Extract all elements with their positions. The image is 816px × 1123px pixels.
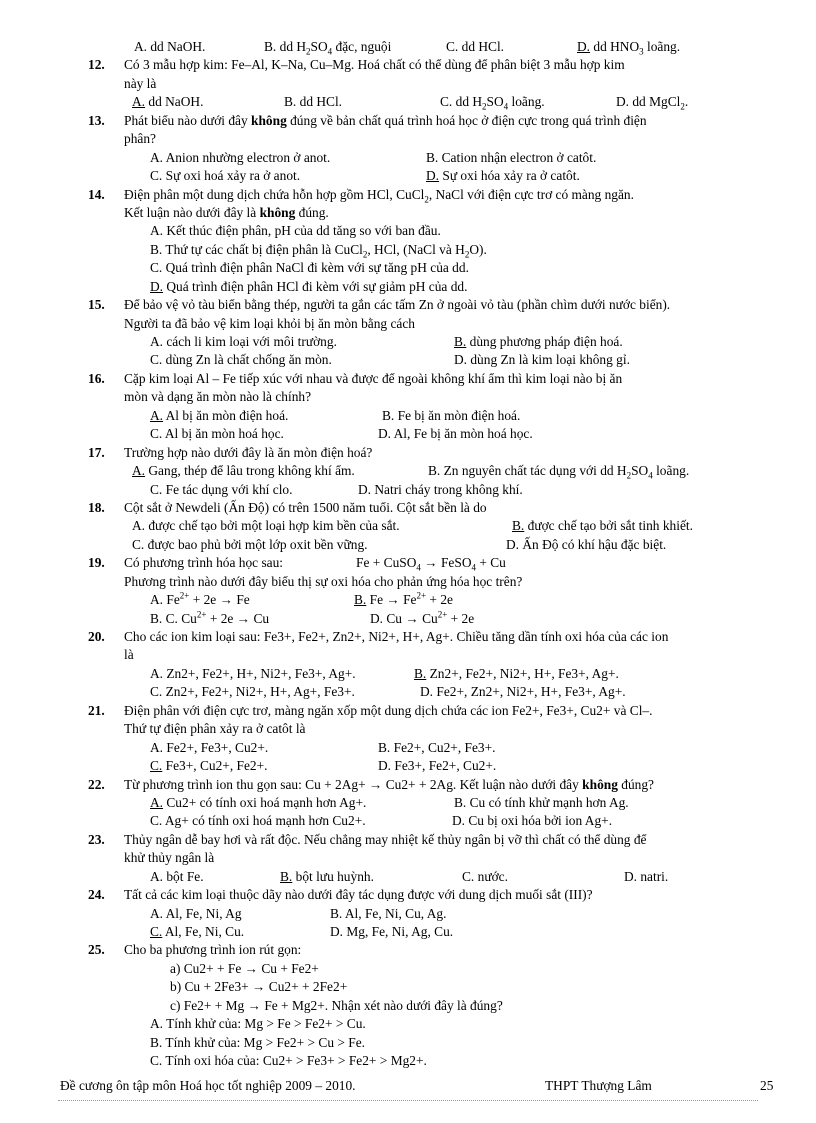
q15-number: 15. [88, 297, 105, 313]
q18-stem [88, 499, 770, 517]
q16-option-a: A. Al bị ăn mòn điện hoá. [150, 407, 289, 423]
q22-option-c: C. Ag+ có tính oxi hoá mạnh hơn Cu2+. [150, 813, 366, 829]
q21-text: Điện phân với điện cực trơ, màng ngăn xốp một dung dịch chứa các ion Fe2+, Fe3+, Cu2+ và Cl–. [124, 702, 653, 718]
q17-stem [88, 444, 770, 462]
q23-text-cont: khử thủy ngân là [124, 850, 215, 866]
q25-option-c-line [96, 1052, 770, 1070]
q24-option-d: D. Mg, Fe, Ni, Ag, Cu. [330, 924, 454, 939]
q12-option-a: A. dd NaOH. [132, 94, 204, 110]
q15-option-a: A. cách li kim loại với môi trường. [150, 334, 337, 349]
q21-stem [88, 702, 770, 720]
q23-options [96, 868, 770, 886]
q24-options-1 [96, 905, 770, 923]
q13-emphasis: không [251, 112, 287, 128]
q24-option-c: C. Al, Fe, Ni, Cu. [150, 924, 245, 939]
q14-option-d-line [96, 278, 770, 296]
q13-text-tail: đúng về bản chất quá trình hoá học ở điện cực trong quá trình điện [286, 112, 647, 128]
q21-option-c: C. Fe3+, Cu2+, Fe2+. [150, 758, 268, 774]
q15-option-c: C. dùng Zn là chất chống ăn mòn. [150, 352, 332, 368]
page-footer [0, 1078, 816, 1100]
q22-stem: 22. Từ phương trình ion thu gọn sau: Cu + 2Ag+ → Cu2+ + 2Ag. Kết luận nào dưới đây không đúng? [96, 776, 770, 794]
q13-stem-cont [96, 130, 770, 148]
q21-stem-cont [96, 720, 770, 738]
q23-text: Thủy ngân dễ bay hơi và rất độc. Nếu chẳng may nhiệt kế thủy ngân bị vỡ thì chất có thể dùng để [124, 831, 647, 847]
q20-number: 20. [88, 629, 105, 644]
q23-number: 23. [88, 831, 105, 847]
footer-rule [58, 1100, 758, 1101]
q17-text: Trường hợp nào dưới đây là ăn mòn điện hoá? [124, 444, 373, 460]
q14-emphasis: không [259, 204, 296, 220]
q13-text: Phát biểu nào dưới đây [124, 112, 252, 128]
q24-text: Tất cả các kim loại thuộc dãy nào dưới đây tác dụng được với dung dịch muối sắt (III)? [124, 887, 593, 903]
q11-option-d: D. dd $HNO_3$ loãng. [577, 39, 681, 57]
q22-option-a: A. Cu2+ có tính oxi hoá mạnh hơn Ag+. [150, 794, 367, 810]
q14-stem-cont: Kết luận nào dưới đây là không đúng. [124, 204, 329, 220]
q18-text: Cột sắt ở Newdeli (Ấn Độ) có trên 1500 năm tuổi. Cột sắt bền là do [124, 499, 487, 515]
q13-number: 13. [88, 112, 105, 128]
q17-number: 17. [88, 444, 105, 460]
footer-school: THPT Thượng Lâm [545, 1078, 652, 1093]
q24-option-a: A. Al, Fe, Ni, Ag [150, 905, 242, 921]
q19-option-b: B. $Fe \to Fe^{2+} + 2e$ [354, 590, 453, 608]
q17-option-a: A. Gang, thép để lâu trong không khí ẩm. [132, 463, 355, 479]
q22-options-1 [96, 794, 770, 812]
q21-number: 21. [88, 702, 105, 718]
q25-reaction-a: a) Cu2+ + Fe → Cu + Fe2+ [170, 960, 319, 976]
q18-option-a: A. được chế tạo bởi một loại hợp kim bền của sắt. [132, 518, 400, 534]
document-body [88, 38, 770, 1071]
q15-options-1 [96, 333, 770, 351]
q17-option-b: B. Zn nguyên chất tác dụng với dd $H_2SO_4$ loãng. [428, 463, 690, 481]
q11-option-a: A. dd NaOH. [134, 39, 206, 54]
q12-number: 12. [88, 57, 105, 73]
q22-option-d: D. Cu bị oxi hóa bởi ion Ag+. [452, 813, 613, 829]
q19-text-cont: Phương trình nào dưới đây biểu thị sự oxi hóa cho phản ứng hóa học trên? [124, 573, 523, 589]
q13-option-a: A. Anion nhường electron ở anot. [150, 149, 331, 165]
q25-option-b: B. Tính khử của: Mg > Fe2+ > Cu > Fe. [150, 1034, 366, 1050]
q25-option-b-line [96, 1034, 770, 1052]
q18-number: 18. [88, 499, 105, 515]
q14-stem: 14. Điện phân một dung dịch chứa hỗn hợp gồm HCl, CuCl$_2$, NaCl với điện cực trơ có màng ngăn. [88, 186, 634, 205]
q13-options-2 [96, 167, 770, 185]
q21-text-cont: Thứ tự điện phân xảy ra ở catôt là [124, 721, 306, 737]
q22-number: 22. [88, 776, 105, 792]
q12-option-b: B. dd HCl. [284, 94, 343, 110]
q25-option-a: A. Tính khử của: Mg > Fe > Fe2+ > Cu. [150, 1016, 366, 1032]
q21-option-a: A. Fe2+, Fe3+, Cu2+. [150, 739, 269, 755]
q14-option-c-line [96, 259, 770, 277]
q21-option-d: D. Fe3+, Fe2+, Cu2+. [378, 758, 497, 774]
q20-options-1 [96, 665, 770, 683]
q12-text-cont: này là [124, 75, 157, 91]
q20-option-b: B. Zn2+, Fe2+, Ni2+, H+, Fe3+, Ag+. [414, 665, 619, 681]
q19-number: 19. [88, 555, 105, 571]
q15-text-cont: Người ta đã bảo vệ kim loại khỏi bị ăn mòn bằng cách [124, 315, 416, 331]
q13-option-c: C. Sự oxi hoá xảy ra ở anot. [150, 168, 301, 184]
q19-equation: Fe + CuSO$_4$ → FeSO$_4$ + Cu [356, 555, 506, 573]
q22-options-2 [96, 812, 770, 830]
q14-option-b: B. Thứ tự các chất bị điện phân là CuCl$_2$, HCl, (NaCl và $H_2O$). [150, 241, 487, 260]
q16-text-cont: mòn và dạng ăn mòn nào là chính? [124, 389, 312, 405]
q24-stem [88, 886, 770, 904]
q19-text: Có phương trình hóa học sau: [124, 555, 284, 571]
q25-reaction-c: c) Fe2+ + Mg → Fe + Mg2+. Nhận xét nào dưới đây là đúng? [170, 997, 503, 1013]
q18-options-2 [96, 536, 770, 554]
q20-text-cont: là [124, 647, 134, 663]
q16-options-1 [96, 407, 770, 425]
q24-option-b: B. Al, Fe, Ni, Cu, Ag. [330, 905, 447, 921]
q23-stem-cont [96, 849, 770, 867]
q12-option-c: C. dd $H_2SO_4$ loãng. [440, 94, 545, 112]
q18-option-b: B. được chế tạo bởi sắt tinh khiết. [512, 518, 693, 534]
q16-option-d: D. Al, Fe bị ăn mòn hoá học. [378, 426, 533, 442]
q22-text: Từ phương trình ion thu gọn sau: Cu + 2Ag+ → Cu2+ + 2Ag. Kết luận nào dưới đây [124, 776, 583, 792]
q19-options-2 [96, 610, 770, 628]
q12-options [96, 93, 770, 111]
q14-option-b-line [96, 241, 770, 259]
q15-option-b: B. dùng phương pháp điện hoá. [454, 334, 623, 349]
q14-option-a-line [96, 222, 770, 240]
q23-option-c: C. nước. [462, 868, 508, 884]
q17-option-c: C. Fe tác dụng với khí clo. [150, 481, 293, 497]
q19-stem [88, 554, 770, 573]
q23-option-d: D. natri. [624, 868, 669, 884]
q20-option-d: D. Fe2+, Zn2+, Ni2+, H+, Fe3+, Ag+. [420, 684, 626, 700]
q12-stem [88, 56, 770, 74]
q13-options-1 [96, 149, 770, 167]
q25-option-c: C. Tính oxi hóa của: Cu2+ > Fe3+ > Fe2+ > Mg2+. [150, 1053, 427, 1069]
q14-text: Điện phân một dung dịch chứa hỗn hợp gồm HCl, CuCl [124, 186, 425, 202]
q20-text: Cho các ion kim loại sau: Fe3+, Fe2+, Zn2+, Ni2+, H+, Ag+. Chiều tăng dần tính oxi hóa của các ion [124, 629, 669, 644]
q25-option-a-line [96, 1015, 770, 1033]
q17-options-1 [96, 462, 770, 480]
q11-option-b: B. dd $H_2SO_4$ đặc, nguội [264, 39, 392, 57]
q12-stem-cont [96, 75, 770, 93]
q19-option-d: D. $Cu \to Cu^{2+} + 2e$ [370, 609, 475, 626]
q23-option-a: A. bột Fe. [150, 868, 204, 884]
q14-option-a: A. Kết thúc điện phân, pH của dd tăng so với ban đầu. [150, 223, 441, 239]
q18-option-c: C. được bao phủ bởi một lớp oxit bền vững. [132, 536, 368, 552]
q20-option-c: C. Zn2+, Fe2+, Ni2+, H+, Ag+, Fe3+. [150, 684, 355, 700]
q19-option-a: A. $Fe^{2+} + 2e \to Fe$ [150, 590, 250, 608]
q16-stem [88, 370, 770, 388]
q25-reaction-a-line [96, 960, 770, 978]
q16-stem-cont [96, 388, 770, 406]
q23-stem [88, 831, 770, 849]
q21-option-b: B. Fe2+, Cu2+, Fe3+. [378, 739, 496, 755]
q15-options-2 [96, 351, 770, 369]
q25-reaction-b-line [96, 978, 770, 996]
q13-option-b: B. Cation nhận electron ở catôt. [426, 149, 597, 165]
q16-text: Cặp kim loại Al – Fe tiếp xúc với nhau và được để ngoài không khí ẩm thì kim loại nào bị ăn [124, 370, 623, 386]
q15-option-d: D. dùng Zn là kim loại không gỉ. [454, 352, 630, 368]
q25-number: 25. [88, 942, 105, 958]
q17-option-d: D. Natri cháy trong không khí. [358, 481, 523, 497]
q11-option-c: C. dd HCl. [446, 39, 505, 54]
q16-number: 16. [88, 370, 105, 386]
q25-reaction-b: b) Cu + 2Fe3+ → Cu2+ + 2Fe2+ [170, 979, 348, 995]
q12-text: Có 3 mẫu hợp kim: Fe–Al, K–Na, Cu–Mg. Hoá chất có thể dùng để phân biệt 3 mẫu hợp kim [124, 57, 625, 73]
q22-emphasis: không [582, 776, 618, 792]
q15-text: Để bảo vệ vỏ tàu biển bằng thép, người ta gắn các tấm Zn ở ngoài vỏ tàu (phần chìm dưới nước biển). [124, 297, 671, 313]
q19-options-1 [96, 591, 770, 609]
footer-title: Đề cương ôn tập môn Hoá học tốt nghiệp 2009 – 2010. [60, 1078, 356, 1093]
q13-stem [88, 112, 770, 130]
q11-options [96, 38, 770, 56]
q12-option-d: D. dd MgCl$_2$. [616, 94, 689, 112]
q18-option-d: D. Ấn Độ có khí hậu đặc biệt. [506, 536, 667, 552]
q20-stem-cont [96, 646, 770, 664]
q14-text-cont: Kết luận nào dưới đây là [124, 204, 260, 220]
q15-stem [88, 296, 770, 314]
q24-number: 24. [88, 887, 105, 903]
q16-option-c: C. Al bị ăn mòn hoá học. [150, 426, 284, 442]
q17-options-2 [96, 481, 770, 499]
q15-stem-cont [96, 315, 770, 333]
q13-text-cont: phân? [124, 131, 156, 147]
q14-option-c: C. Quá trình điện phân NaCl đi kèm với sự tăng pH của dd. [150, 260, 469, 276]
q14-number: 14. [88, 186, 105, 202]
q25-stem [88, 941, 770, 959]
page-number: 25 [760, 1078, 774, 1093]
q20-stem [88, 628, 770, 646]
q19-stem-cont [96, 573, 770, 591]
q25-text: Cho ba phương trình ion rút gọn: [124, 942, 302, 958]
q20-option-a: A. Zn2+, Fe2+, H+, Ni2+, Fe3+, Ag+. [150, 665, 356, 681]
q16-option-b: B. Fe bị ăn mòn điện hoá. [382, 407, 521, 423]
q14-option-d: D. Quá trình điện phân HCl đi kèm với sự giảm pH của dd. [150, 278, 468, 294]
q13-option-d: D. Sự oxi hóa xảy ra ở catôt. [426, 168, 580, 184]
q21-options-2 [96, 757, 770, 775]
q24-options-2 [96, 923, 770, 941]
q16-options-2 [96, 425, 770, 443]
q21-options-1 [96, 739, 770, 757]
q19-option-c: B. C. $Cu^{2+} + 2e \to Cu$ [150, 609, 270, 626]
q22-option-b: B. Cu có tính khử mạnh hơn Ag. [454, 794, 629, 810]
q18-options-1 [96, 517, 770, 535]
q23-option-b: B. bột lưu huỳnh. [280, 868, 374, 884]
q25-reaction-c-line [96, 997, 770, 1015]
q20-options-2 [96, 683, 770, 701]
